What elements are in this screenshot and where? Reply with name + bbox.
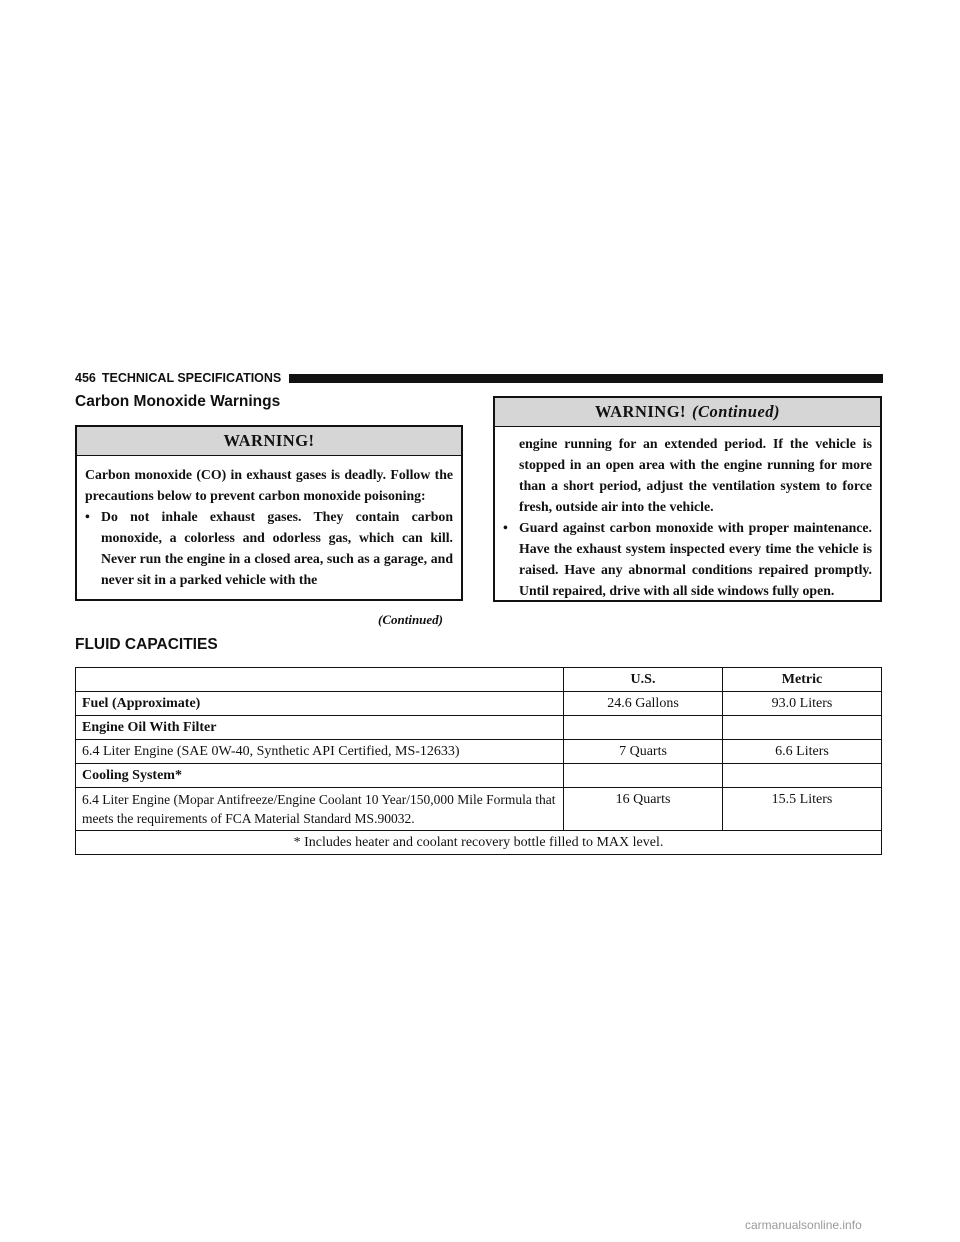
bullet-icon: • xyxy=(503,520,508,535)
row-metric-value xyxy=(723,764,882,788)
row-metric-value: 15.5 Liters xyxy=(723,788,882,831)
warning-bullet xyxy=(85,506,453,590)
warning-bullet xyxy=(503,517,872,601)
table-header-blank xyxy=(76,668,564,692)
table-row xyxy=(76,740,882,764)
column-header-metric: Metric xyxy=(723,668,882,692)
warning-title-suffix: (Continued) xyxy=(692,402,781,421)
row-label: 6.4 Liter Engine (SAE 0W-40, Synthetic API Certified, MS-12633) xyxy=(76,740,564,764)
warning-body xyxy=(495,427,880,607)
page-number: 456 xyxy=(75,371,96,385)
warning-title-continued xyxy=(495,398,880,427)
page-header xyxy=(75,370,883,386)
warning-continuation: engine running for an extended period. If the vehicle is stopped in an open area with the engine running for more than a short period, adjust the ventilation system to force fresh, outside air into the vehicle. xyxy=(519,436,872,514)
row-label: Cooling System* xyxy=(76,764,564,788)
row-metric-value xyxy=(723,716,882,740)
row-us-value xyxy=(564,716,723,740)
fluid-capacities-table xyxy=(75,667,882,855)
warning-intro: Carbon monoxide (CO) in exhaust gases is deadly. Follow the precautions below to prevent carbon monoxide poisoning: xyxy=(85,467,453,503)
warning-title: WARNING! xyxy=(77,427,461,456)
row-us-value: 7 Quarts xyxy=(564,740,723,764)
warning-bullet-text: Do not inhale exhaust gases. They contain carbon monoxide, a colorless and odorless gas, which can kill. Never run the engine in a closed area, such as a garage, and never sit in a parked vehicle with the xyxy=(101,509,453,587)
warning-bullet-text: Guard against carbon monoxide with proper maintenance. Have the exhaust system inspected every time the vehicle is raised. Have any abnormal conditions repaired promptly. Until repaired, drive with all side windows fully open. xyxy=(519,520,872,598)
row-label: Fuel (Approximate) xyxy=(76,692,564,716)
column-header-us: U.S. xyxy=(564,668,723,692)
bullet-icon: • xyxy=(85,509,90,524)
table-footnote-row xyxy=(76,831,882,855)
header-rule xyxy=(289,374,883,383)
table-row xyxy=(76,764,882,788)
row-metric-value: 6.6 Liters xyxy=(723,740,882,764)
fluid-capacities-heading: FLUID CAPACITIES xyxy=(75,636,218,653)
warning-title: WARNING! xyxy=(594,402,687,421)
table-footnote: * Includes heater and coolant recovery bottle filled to MAX level. xyxy=(76,831,882,855)
continued-note: (Continued) xyxy=(378,612,444,627)
row-label: 6.4 Liter Engine (Mopar Antifreeze/Engine Coolant 10 Year/150,000 Mile Formula that meets the requirements of FCA Material Standard MS.90032. xyxy=(76,788,564,831)
table-row xyxy=(76,788,882,831)
warning-box-1 xyxy=(75,425,463,601)
row-metric-value: 93.0 Liters xyxy=(723,692,882,716)
row-us-value: 16 Quarts xyxy=(564,788,723,831)
table-header-row xyxy=(76,668,882,692)
co-heading: Carbon Monoxide Warnings xyxy=(75,393,281,410)
warning-box-2 xyxy=(493,396,882,602)
row-label: Engine Oil With Filter xyxy=(76,716,564,740)
watermark: carmanualsonline.info xyxy=(745,1218,862,1232)
table-row xyxy=(76,692,882,716)
table-row xyxy=(76,716,882,740)
warning-body xyxy=(77,456,461,596)
section-title: TECHNICAL SPECIFICATIONS xyxy=(101,371,282,385)
row-us-value xyxy=(564,764,723,788)
row-us-value: 24.6 Gallons xyxy=(564,692,723,716)
